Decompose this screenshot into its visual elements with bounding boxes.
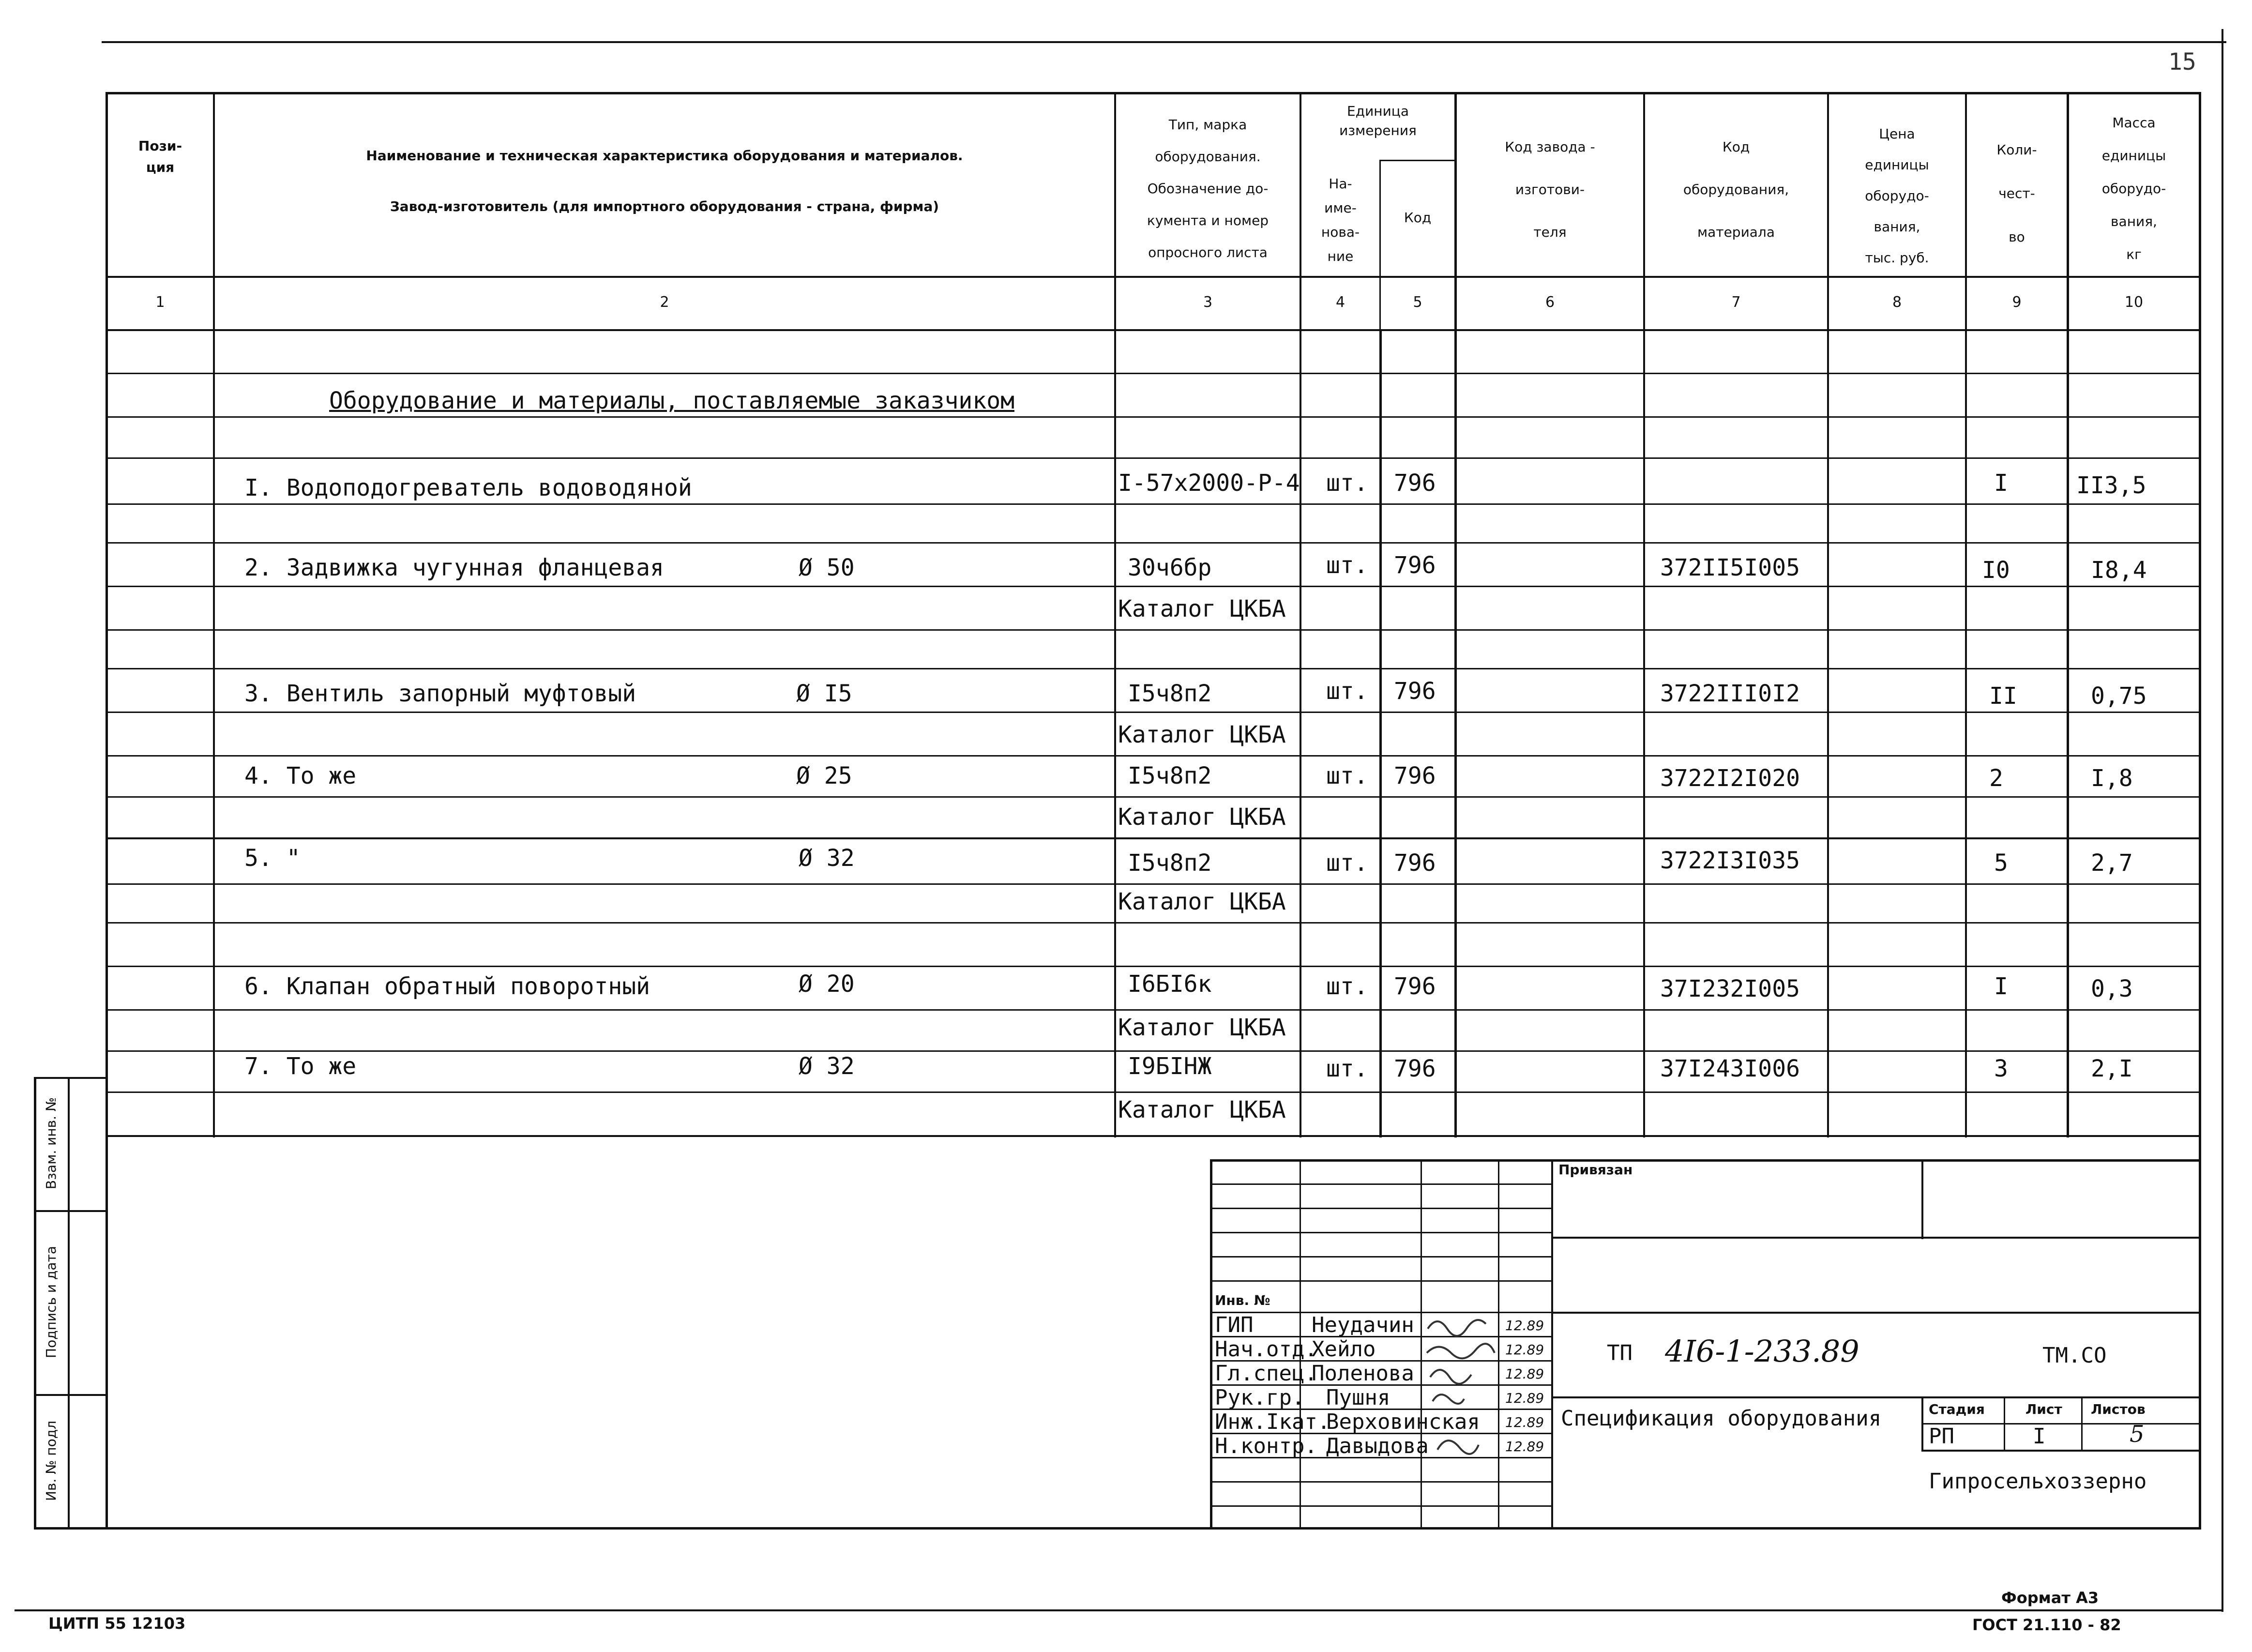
item-equip-code: 3722I2I020: [1660, 765, 1800, 792]
col-num-9: 9: [2012, 294, 2022, 311]
item-unit: шт.: [1326, 552, 1368, 579]
header-name-line2: Завод-изготовитель (для импортного оборудования - страна, фирма): [390, 198, 939, 214]
item-equip-code: 3722I3I035: [1660, 847, 1800, 874]
item-name: I. Водоподогреватель водоводяной: [244, 474, 692, 501]
item-type: I9БIНЖ: [1128, 1053, 1212, 1080]
item-catalog: Каталог ЦКБА: [1118, 721, 1286, 748]
item-unit: шт.: [1326, 470, 1368, 497]
signer-date: 12.89: [1505, 1366, 1544, 1382]
item-dn: Ø 25: [796, 762, 852, 789]
header-unit-code: Код: [1404, 210, 1432, 226]
item-name: 6. Клапан обратный поворотный: [244, 973, 650, 1000]
signer-role: Рук.гр.: [1215, 1385, 1305, 1410]
signer-role: Инж.Iкат.: [1215, 1410, 1330, 1434]
item-equip-code: 372II5I005: [1660, 554, 1800, 581]
item-code: 796: [1394, 1055, 1436, 1082]
doc-number: 4I6-1-233.89: [1665, 1334, 1859, 1369]
item-unit: шт.: [1326, 678, 1368, 705]
col-num-6: 6: [1545, 294, 1555, 311]
header-type: Тип, марка оборудования. Обозначение до- кумента и номер опросного листа: [1147, 117, 1269, 260]
signer-name: Неудачин: [1312, 1313, 1414, 1337]
item-dn: Ø 32: [799, 845, 855, 872]
header-unit-name: На- име- нова- ние: [1321, 176, 1360, 264]
footer-format: Формат А3: [2001, 1589, 2099, 1607]
item-qty: I: [1994, 973, 2008, 1000]
header-price: Цена единицы оборудо- вания, тыс. руб.: [1865, 126, 1929, 266]
header-name-line1: Наименование и техническая характеристика оборудования и материалов.: [366, 148, 963, 164]
item-name: 3. Вентиль запорный муфтовый: [244, 680, 636, 707]
header-unit-group: Единица измерения: [1339, 103, 1417, 138]
item-unit: шт.: [1326, 973, 1368, 1000]
item-type: I-57x2000-P-4: [1118, 470, 1300, 497]
item-catalog: Каталог ЦКБА: [1118, 803, 1286, 831]
item-unit: шт.: [1326, 762, 1368, 789]
item-equip-code: 37I243I006: [1660, 1055, 1800, 1082]
side-vzam-label: Взам. инв. №: [43, 1097, 59, 1190]
item-code: 796: [1394, 552, 1436, 579]
corner-sheet-number: 15: [2168, 48, 2196, 76]
item-mass: I8,4: [2091, 557, 2147, 584]
side-podpis-label: Подпись и дата: [43, 1246, 59, 1358]
sheets-label: Листов: [2091, 1401, 2146, 1417]
item-code: 796: [1394, 973, 1436, 1000]
signer-role: Нач.отд.: [1215, 1337, 1317, 1362]
item-name: 7. То же: [244, 1053, 357, 1080]
sheets-value: 5: [2130, 1421, 2145, 1448]
item-catalog: Каталог ЦКБА: [1118, 1014, 1286, 1041]
header-factory-code: Код завода - изготови- теля: [1505, 139, 1595, 240]
header-position: Пози- ция: [138, 138, 182, 175]
item-mass: 0,75: [2091, 682, 2147, 710]
item-catalog: Каталог ЦКБА: [1118, 595, 1286, 622]
item-name: 4. То же: [244, 762, 357, 789]
item-mass: I,8: [2091, 765, 2133, 792]
sheet-label: Лист: [2025, 1401, 2062, 1417]
privyazan-label: Привязан: [1558, 1162, 1633, 1178]
item-equip-code: 3722III0I2: [1660, 680, 1800, 707]
item-type: I6БI6к: [1128, 970, 1212, 998]
col-num-3: 3: [1203, 294, 1213, 311]
doc-code: ТП: [1607, 1341, 1632, 1365]
item-code: 796: [1394, 762, 1436, 789]
item-qty: 2: [1989, 765, 2003, 792]
signer-date: 12.89: [1505, 1439, 1544, 1455]
col-num-10: 10: [2124, 294, 2144, 311]
item-dn: Ø 32: [799, 1053, 855, 1080]
col-num-8: 8: [1892, 294, 1902, 311]
doc-title: Спецификация оборудования: [1561, 1406, 1882, 1431]
item-qty: I: [1994, 470, 2008, 497]
item-unit: шт.: [1326, 849, 1368, 877]
signer-date: 12.89: [1505, 1414, 1544, 1430]
section-title: Оборудование и материалы, поставляемые заказчиком: [329, 387, 1015, 414]
item-mass: 2,I: [2091, 1055, 2133, 1082]
sheet-value: I: [2033, 1424, 2046, 1449]
doc-suffix: ТМ.СО: [2042, 1343, 2107, 1368]
stage-value: РП: [1929, 1424, 1954, 1449]
header-mass: Масса единицы оборудо- вания, кг: [2101, 115, 2166, 262]
signer-name: Поленова: [1312, 1361, 1414, 1386]
item-qty: II: [1989, 682, 2017, 710]
stage-label: Стадия: [1929, 1401, 1985, 1417]
signer-role: ГИП: [1215, 1313, 1254, 1337]
inv-no-label: Инв. №: [1215, 1292, 1270, 1308]
item-qty: I0: [1982, 557, 2010, 584]
footer-left-code: ЦИТП 55 12103: [48, 1614, 186, 1633]
col-num-2: 2: [660, 294, 669, 311]
item-name: 5. ": [244, 845, 301, 872]
col-num-7: 7: [1731, 294, 1741, 311]
footer-gost: ГОСТ 21.110 - 82: [1972, 1616, 2121, 1634]
item-mass: 2,7: [2091, 849, 2133, 877]
item-code: 796: [1394, 849, 1436, 877]
signer-name: Давыдова: [1326, 1434, 1429, 1458]
signer-role: Гл.спец.: [1215, 1361, 1317, 1386]
item-type: I5ч8п2: [1128, 849, 1212, 877]
item-code: 796: [1394, 470, 1436, 497]
item-qty: 3: [1994, 1055, 2008, 1082]
signer-role: Н.контр.: [1215, 1434, 1317, 1458]
item-dn: Ø 20: [799, 970, 855, 998]
organization: Гипросельхоззерно: [1929, 1469, 2147, 1494]
item-mass: 0,3: [2091, 975, 2133, 1002]
signer-date: 12.89: [1505, 1318, 1544, 1334]
item-catalog: Каталог ЦКБА: [1118, 888, 1286, 915]
item-unit: шт.: [1326, 1055, 1368, 1082]
item-type: I5ч8п2: [1128, 762, 1212, 789]
col-num-4: 4: [1335, 294, 1345, 311]
signature-marks: [1423, 1314, 1500, 1459]
col-num-1: 1: [155, 294, 165, 311]
item-dn: Ø I5: [796, 680, 852, 707]
item-type: I5ч8п2: [1128, 680, 1212, 707]
signer-date: 12.89: [1505, 1390, 1544, 1406]
signer-name: Верховинская: [1326, 1410, 1480, 1434]
item-type: 30ч6бр: [1128, 554, 1212, 581]
item-code: 796: [1394, 678, 1436, 705]
item-equip-code: 37I232I005: [1660, 975, 1800, 1002]
item-qty: 5: [1994, 849, 2008, 877]
header-qty: Коли- чест- во: [1996, 142, 2037, 245]
item-catalog: Каталог ЦКБА: [1118, 1096, 1286, 1123]
item-name: 2. Задвижка чугунная фланцевая: [244, 554, 664, 581]
signer-date: 12.89: [1505, 1342, 1544, 1358]
side-inv-label: Ив. № подл: [43, 1421, 59, 1501]
signer-name: Хейло: [1312, 1337, 1376, 1362]
item-mass: II3,5: [2076, 472, 2146, 499]
signer-name: Пушня: [1326, 1385, 1390, 1410]
item-dn: Ø 50: [799, 554, 855, 581]
col-num-5: 5: [1413, 294, 1422, 311]
header-equip-code: Код оборудования, материала: [1683, 139, 1789, 240]
